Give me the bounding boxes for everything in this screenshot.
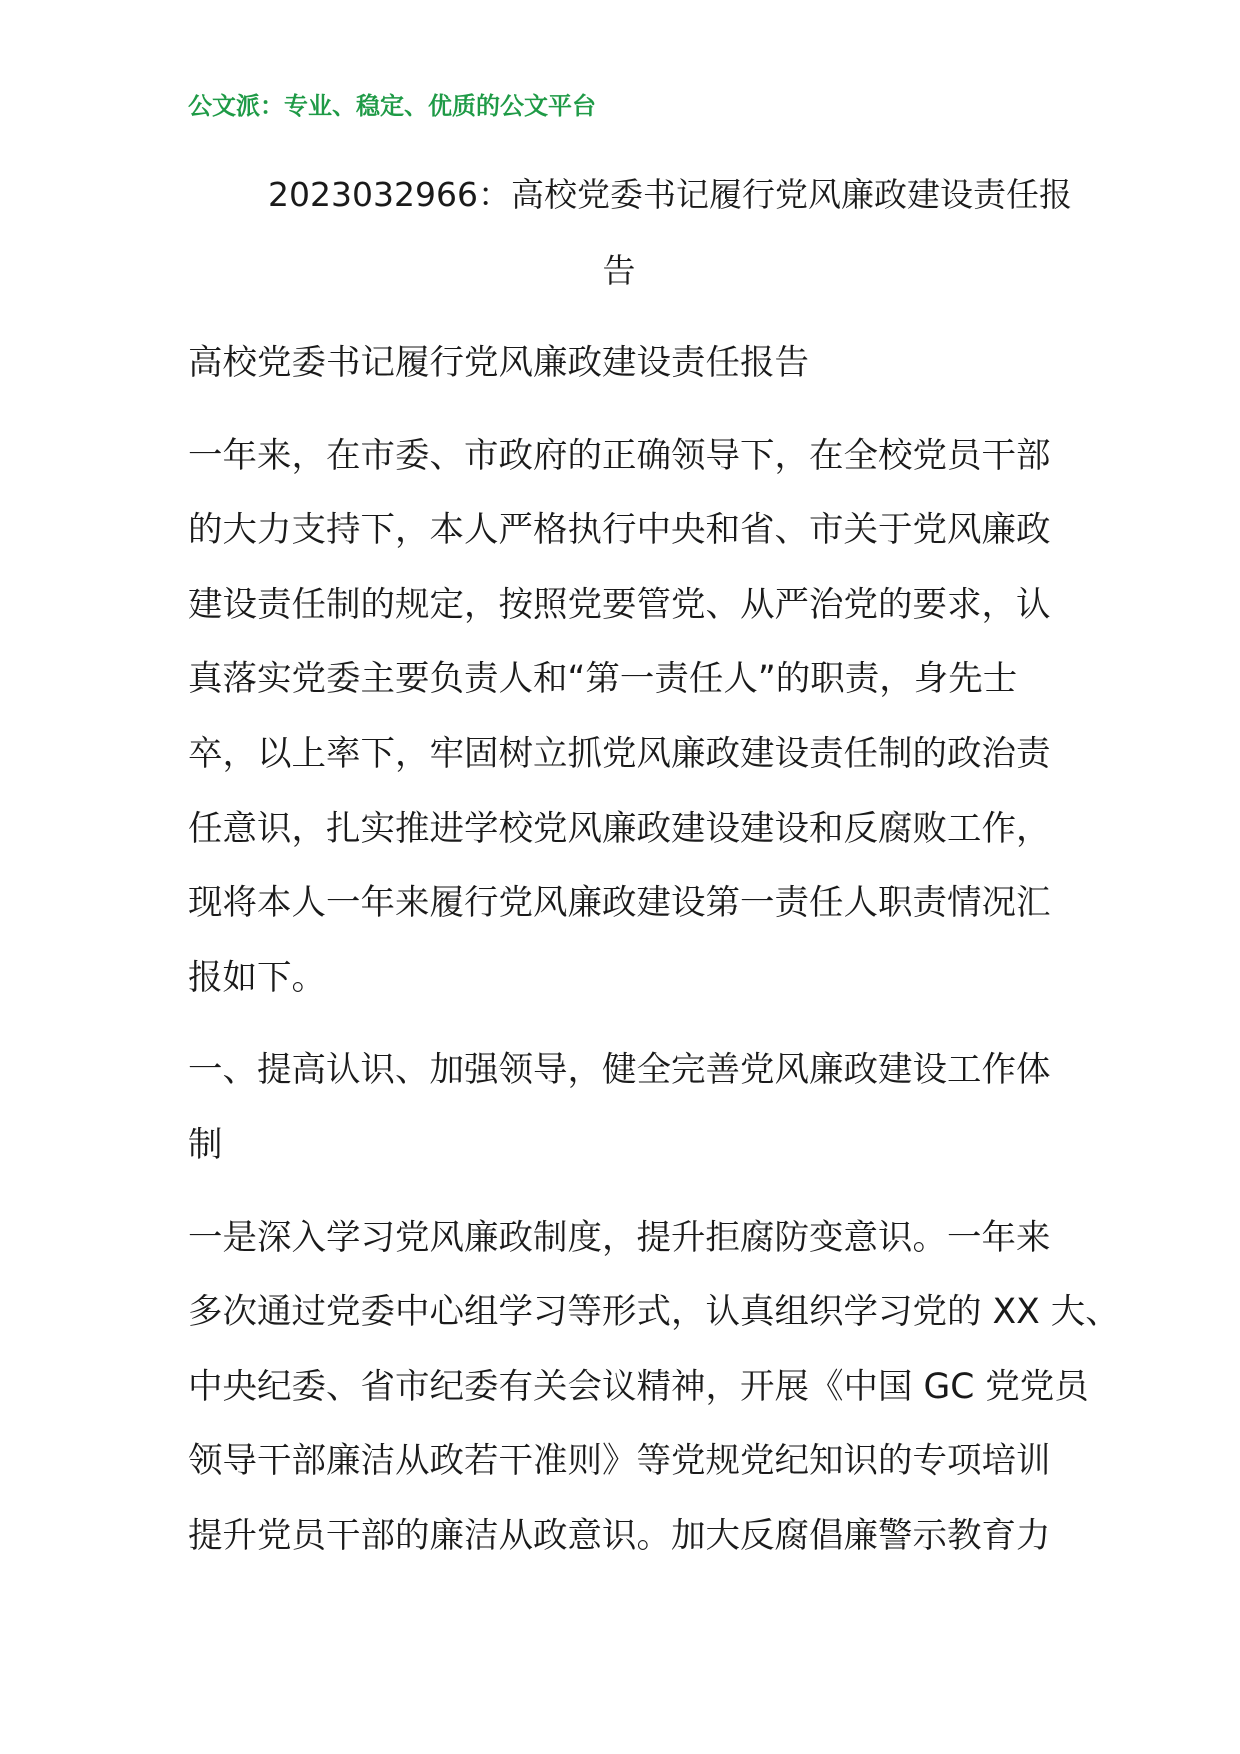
intro-paragraph — [188, 419, 1050, 1016]
document-title-line: 2023032966：高校党委书记履行党风廉政建设责任报 — [268, 175, 1072, 214]
heading-line: 一、提高认识、加强领导，健全完善党风廉政建设工作体 — [188, 1050, 1051, 1091]
paragraph-line: 中央纪委、省市纪委有关会议精神，开展《中国 GC 党党员 — [188, 1366, 1089, 1407]
document-title — [188, 157, 1072, 309]
subtitle-paragraph — [188, 326, 1050, 401]
document-title-line: 告 — [602, 251, 636, 290]
paragraph-line: 真落实党委主要负责人和“第一责任人”的职责，身先士 — [188, 659, 1018, 700]
paragraph-line: 现将本人一年来履行党风廉政建设第一责任人职责情况汇 — [188, 883, 1051, 924]
paragraph-line: 任意识，扎实推进学校党风廉政建设建设和反腐败工作， — [188, 808, 1051, 849]
paragraph-line: 高校党委书记履行党风廉政建设责任报告 — [188, 343, 809, 383]
paragraph-line: 领导干部廉洁从政若干准则》等党规党纪知识的专项培训 — [188, 1441, 1051, 1482]
body-paragraph — [188, 1201, 1120, 1574]
paragraph-line: 的大力支持下，本人严格执行中央和省、市关于党风廉政 — [188, 510, 1051, 551]
paragraph-line: 报如下。 — [188, 957, 326, 998]
paragraph-line: 建设责任制的规定，按照党要管党、从严治党的要求，认 — [188, 584, 1051, 625]
document-body — [188, 157, 1120, 1574]
paragraph-line: 提升党员干部的廉洁从政意识。加大反腐倡廉警示教育力 — [188, 1515, 1051, 1556]
paragraph-line: 多次通过党委中心组学习等形式，认真组织学习党的 XX 大、 — [188, 1292, 1120, 1333]
paragraph-line: 一年来，在市委、市政府的正确领导下，在全校党员干部 — [188, 435, 1051, 476]
section-heading — [188, 1033, 1050, 1182]
brand-header: 公文派：专业、稳定、优质的公文平台 — [188, 92, 596, 120]
heading-line: 制 — [188, 1124, 223, 1165]
paragraph-line: 一是深入学习党风廉政制度，提升拒腐防变意识。一年来 — [188, 1217, 1051, 1258]
paragraph-line: 卒，以上率下，牢固树立抓党风廉政建设责任制的政治责 — [188, 733, 1051, 774]
